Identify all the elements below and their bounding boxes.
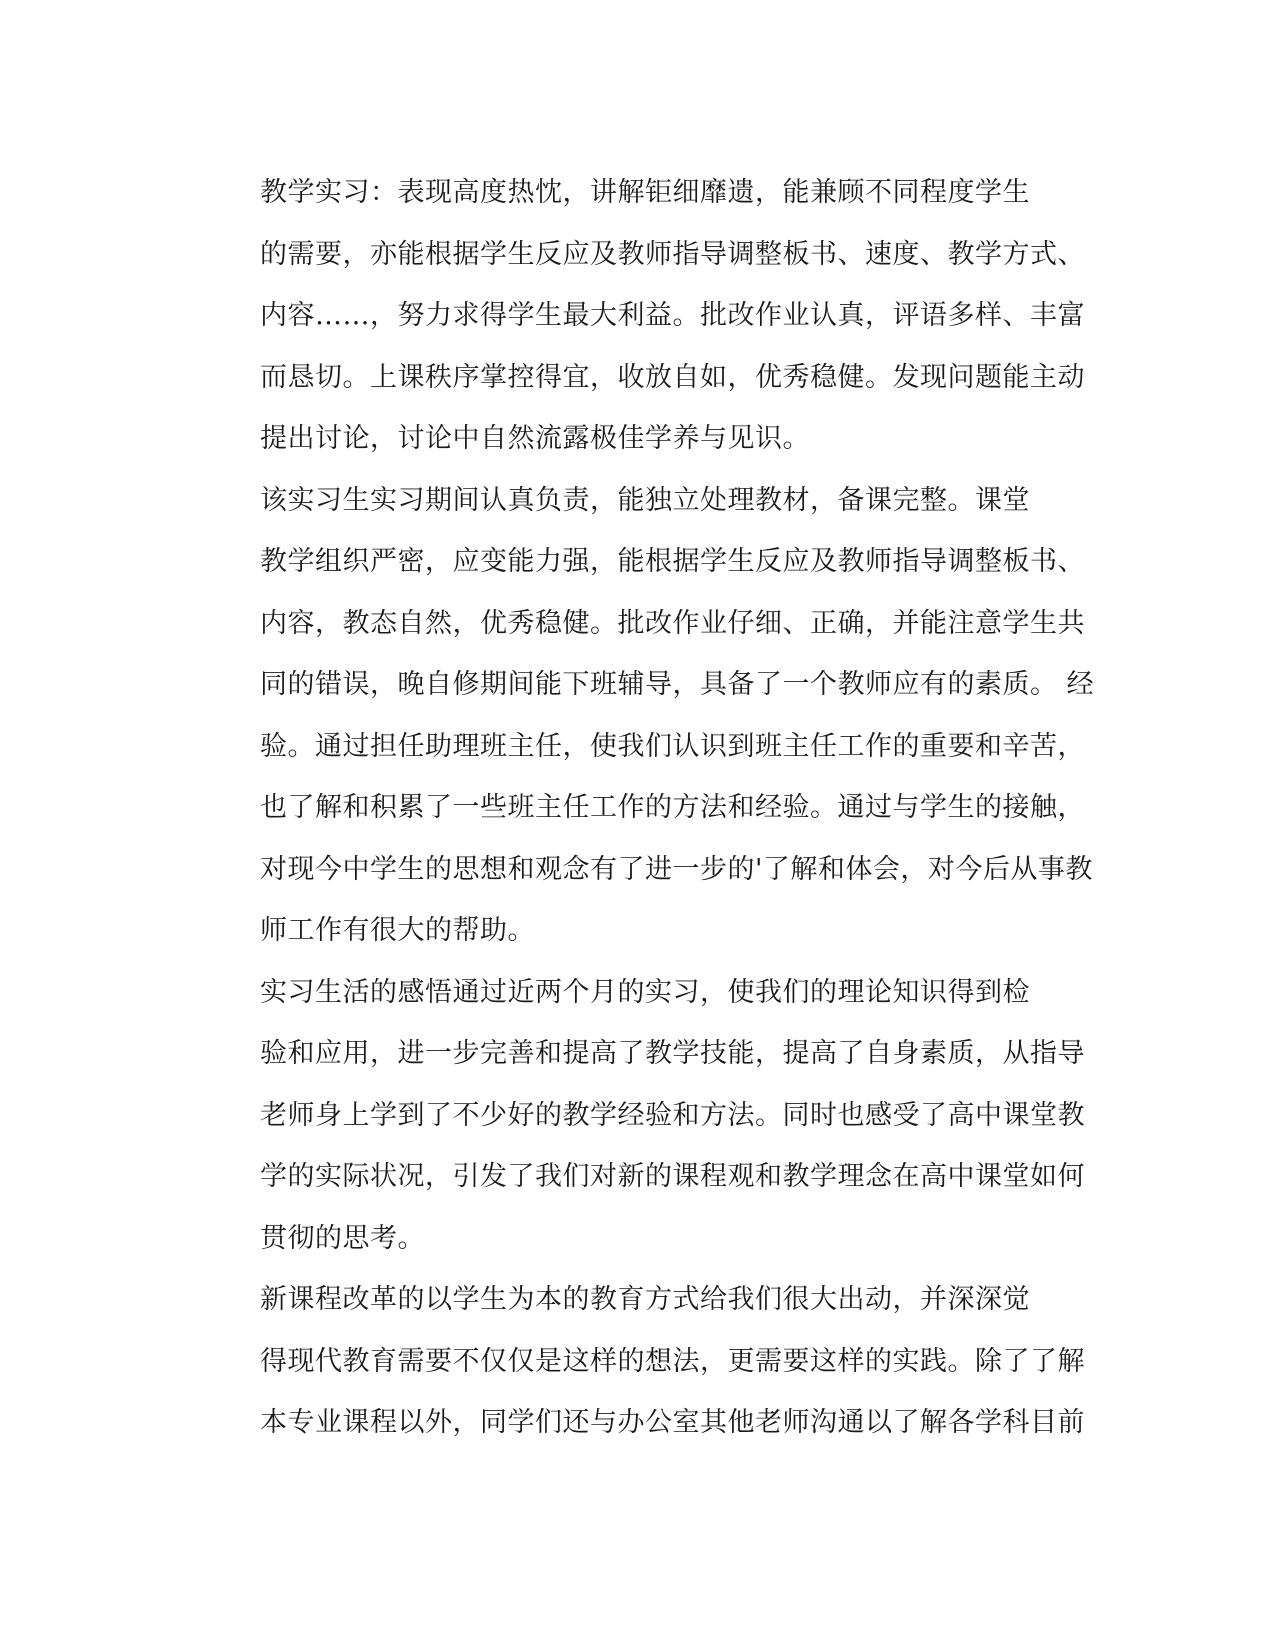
text-line: 新课程改革的以学生为本的教育方式给我们很大出动，并深深觉 — [260, 1284, 1030, 1315]
text-line: 贯彻的思考。 — [260, 1222, 425, 1254]
text-line: 师工作有很大的帮助。 — [260, 915, 535, 946]
text-line: 也了解和积累了一些班主任工作的方法和经验。通过与学生的接触， — [260, 792, 1085, 823]
text-line: 得现代教育需要不仅仅是这样的想法，更需要这样的实践。除了了解 — [260, 1345, 1085, 1377]
text-line: 的需要，亦能根据学生反应及教师指导调整板书、速度、教学方式、 — [260, 238, 1085, 270]
text-line: 验。通过担任助理班主任，使我们认识到班主任工作的重要和辛苦， — [260, 730, 1085, 762]
text-line: 同的错误，晚自修期间能下班辅导，具备了一个教师应有的素质。 经 — [260, 669, 1095, 700]
text-line: 实习生活的感悟通过近两个月的实习，使我们的理论知识得到检 — [260, 976, 1030, 1008]
text-line: 该实习生实习期间认真负责，能独立处理教材，备课完整。课堂 — [260, 484, 1030, 516]
text-line: 老师身上学到了不少好的教学经验和方法。同时也感受了高中课堂教 — [260, 1099, 1085, 1131]
text-line: 教学组织严密，应变能力强，能根据学生反应及教师指导调整板书、 — [260, 546, 1085, 577]
paragraph-intern-evaluation — [189, 470, 1095, 962]
paragraph-teaching-practice — [189, 162, 1085, 470]
text-line: 对现今中学生的思想和观念有了进一步的'了解和体会，对今后从事教 — [260, 853, 1093, 885]
text-line: 而恳切。上课秩序掌控得宜，收放自如，优秀稳健。发现问题能主动 — [260, 361, 1085, 393]
text-line: 本专业课程以外，同学们还与办公室其他老师沟通以了解各学科目前 — [260, 1407, 1085, 1438]
text-line: 内容，教态自然，优秀稳健。批改作业仔细、正确，并能注意学生共 — [260, 607, 1085, 639]
text-line: 学的实际状况，引发了我们对新的课程观和教学理念在高中课堂如何 — [260, 1161, 1085, 1192]
paragraph-internship-reflection — [189, 962, 1085, 1270]
paragraph-curriculum-reform — [189, 1269, 1085, 1454]
text-line: 内容……，努力求得学生最大利益。批改作业认真，评语多样、丰富 — [260, 300, 1085, 331]
text-line: 教学实习：表现高度热忱，讲解钜细靡遗，能兼顾不同程度学生 — [260, 177, 1030, 208]
text-line: 提出讨论，讨论中自然流露极佳学养与见识。 — [260, 423, 810, 454]
text-line: 验和应用，进一步完善和提高了教学技能，提高了自身素质，从指导 — [260, 1038, 1085, 1069]
document-body — [189, 162, 1095, 1454]
